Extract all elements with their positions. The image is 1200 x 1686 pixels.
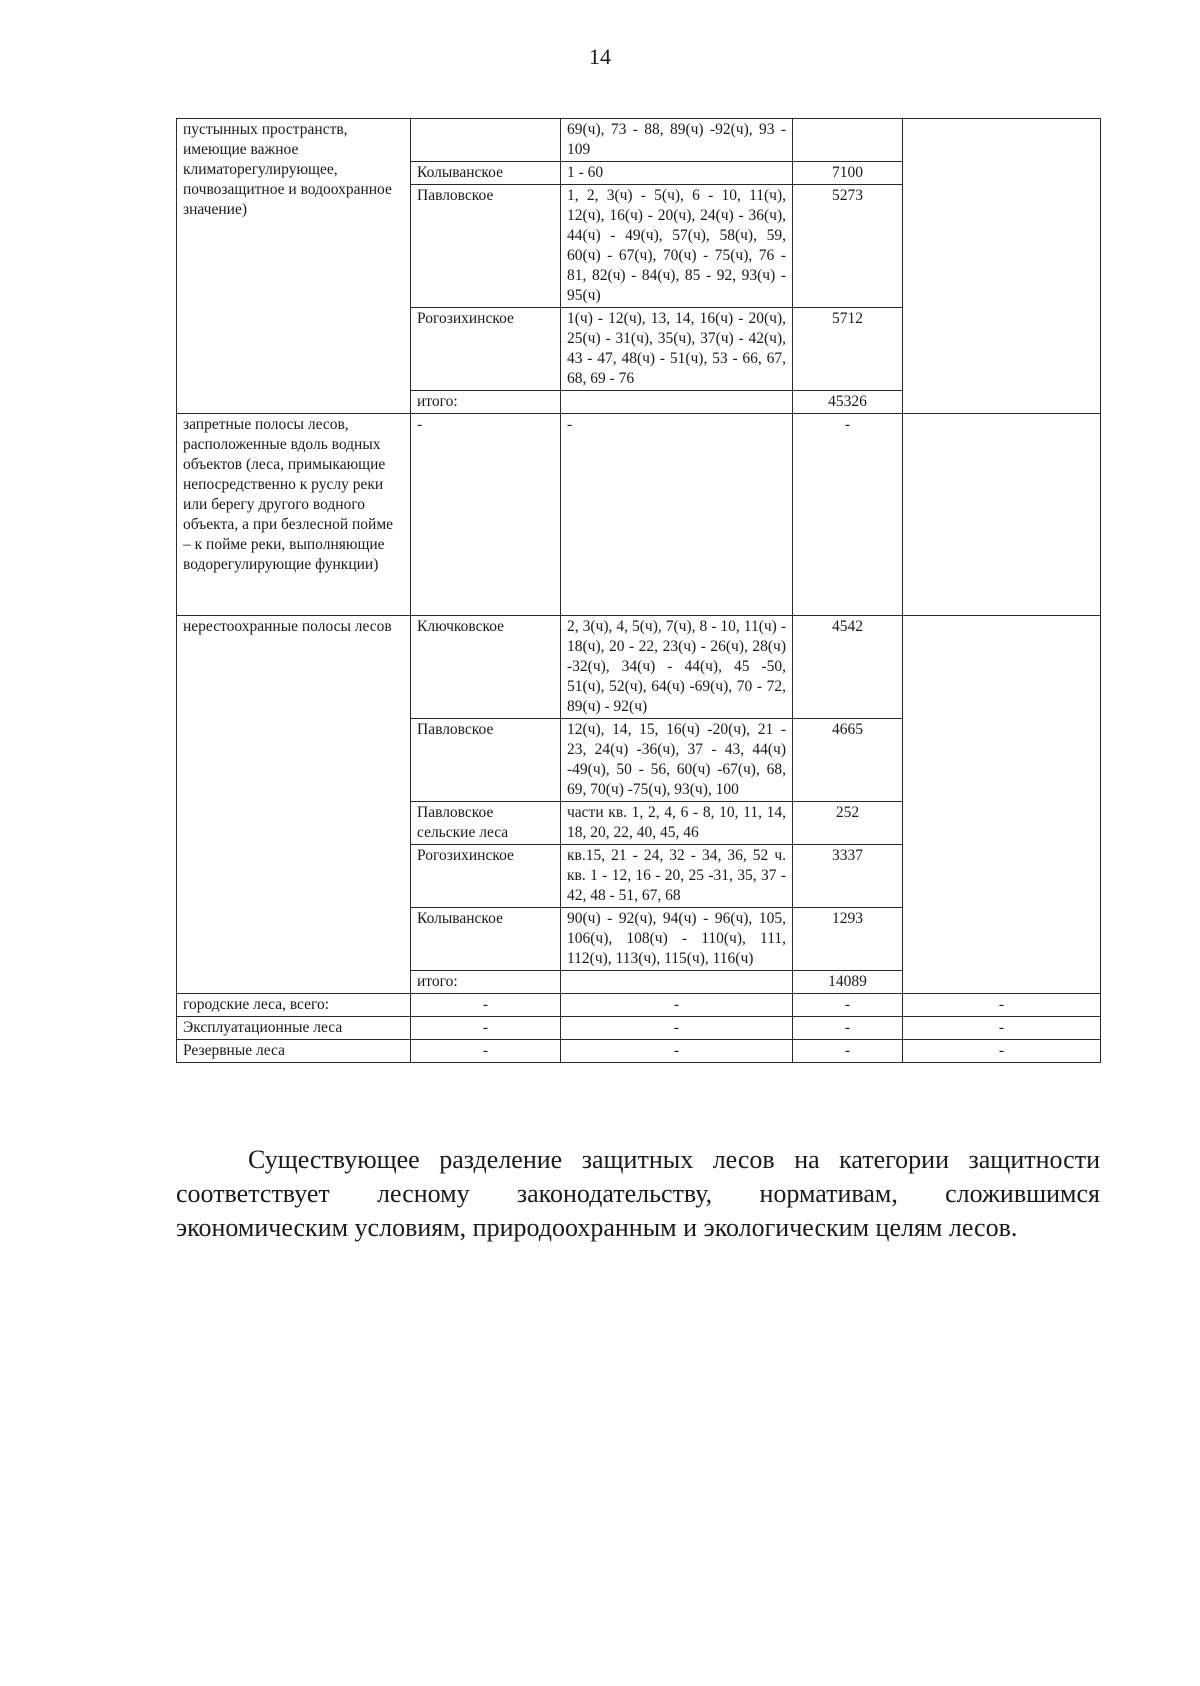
forestry-cell: -: [411, 1017, 561, 1040]
quarters-cell: 12(ч), 14, 15, 16(ч) -20(ч), 21 - 23, 24(ч) -36(ч), 37 - 43, 44(ч) -49(ч), 50 - 56, 60(ч) -67(ч), 68, 69, 70(ч) -75(ч), 93(ч), 100: [561, 719, 793, 802]
note-cell: [903, 414, 1101, 616]
note-cell: -: [903, 1017, 1101, 1040]
area-cell: -: [793, 994, 903, 1017]
area-cell: 3337: [793, 845, 903, 908]
area-cell: 7100: [793, 162, 903, 185]
forestry-cell: [411, 119, 561, 162]
forestry-cell: Колыванское: [411, 162, 561, 185]
quarters-cell: -: [561, 994, 793, 1017]
area-cell: 4542: [793, 616, 903, 719]
area-cell: 4665: [793, 719, 903, 802]
forestry-cell: -: [411, 1040, 561, 1063]
conclusion-paragraph: Существующее разделение защитных лесов на категории защитности соответствует лесному законодательству, нормативам, сложившимся экономическим условиям, природоохранным и экологическим целям лесов.: [176, 1145, 1100, 1242]
area-cell: 14089: [793, 971, 903, 994]
quarters-cell: -: [561, 1017, 793, 1040]
category-cell: Резервные леса: [177, 1040, 411, 1063]
quarters-cell: [561, 971, 793, 994]
area-cell: -: [793, 414, 903, 616]
quarters-cell: 1(ч) - 12(ч), 13, 14, 16(ч) - 20(ч), 25(ч) - 31(ч), 35(ч), 37(ч) - 42(ч), 43 - 47, 48(ч) - 51(ч), 53 - 66, 67, 68, 69 - 76: [561, 308, 793, 391]
protective-forests-table: [176, 118, 1101, 1063]
forestry-cell: Рогозихинское: [411, 308, 561, 391]
forestry-cell: Рогозихинское: [411, 845, 561, 908]
forestry-cell: Павловское сельские леса: [411, 802, 561, 845]
quarters-cell: 1, 2, 3(ч) - 5(ч), 6 - 10, 11(ч), 12(ч), 16(ч) - 20(ч), 24(ч) - 36(ч), 44(ч) - 49(ч), 57(ч), 58(ч), 59, 60(ч) - 67(ч), 70(ч) - 75(ч), 76 - 81, 82(ч) - 84(ч), 85 - 92, 93(ч) - 95(ч): [561, 185, 793, 308]
area-cell: 252: [793, 802, 903, 845]
quarters-cell: кв.15, 21 - 24, 32 - 34, 36, 52 ч. кв. 1 - 12, 16 - 20, 25 -31, 35, 37 - 42, 48 - 51, 67, 68: [561, 845, 793, 908]
area-cell: 45326: [793, 391, 903, 414]
category-cell: городские леса, всего:: [177, 994, 411, 1017]
forestry-cell: Колыванское: [411, 908, 561, 971]
note-cell: [903, 616, 1101, 994]
category-cell: Эксплуатационные леса: [177, 1017, 411, 1040]
forestry-cell: итого:: [411, 391, 561, 414]
note-cell: -: [903, 1040, 1101, 1063]
table-row: [177, 414, 1101, 616]
table-row: [177, 1040, 1101, 1063]
table-row: [177, 616, 1101, 719]
quarters-cell: 2, 3(ч), 4, 5(ч), 7(ч), 8 - 10, 11(ч) - 18(ч), 20 - 22, 23(ч) - 26(ч), 28(ч) -32(ч), 34(ч) - 44(ч), 45 -50, 51(ч), 52(ч), 64(ч) -69(ч), 70 - 72, 89(ч) - 92(ч): [561, 616, 793, 719]
table-row: [177, 994, 1101, 1017]
table-row: [177, 1017, 1101, 1040]
table-row: [177, 119, 1101, 162]
page-number: 14: [589, 44, 611, 69]
area-cell: [793, 119, 903, 162]
forestry-cell: Ключковское: [411, 616, 561, 719]
quarters-cell: 69(ч), 73 - 88, 89(ч) -92(ч), 93 - 109: [561, 119, 793, 162]
forestry-cell: -: [411, 994, 561, 1017]
area-cell: 1293: [793, 908, 903, 971]
category-cell: пустынных пространств, имеющие важное климаторегулирующее, почвозащитное и водоохранное значение): [177, 119, 411, 414]
category-cell: запретные полосы лесов, расположенные вдоль водных объектов (леса, примыкающие непосредственно к руслу реки или берегу другого водного объекта, а при безлесной пойме – к пойме реки, выполняющие водорегулирующие функции): [177, 414, 411, 616]
quarters-cell: -: [561, 1040, 793, 1063]
quarters-cell: 1 - 60: [561, 162, 793, 185]
area-cell: 5712: [793, 308, 903, 391]
forestry-cell: -: [411, 414, 561, 616]
quarters-cell: -: [561, 414, 793, 616]
area-cell: -: [793, 1017, 903, 1040]
area-cell: -: [793, 1040, 903, 1063]
forestry-cell: Павловское: [411, 719, 561, 802]
forestry-cell: Павловское: [411, 185, 561, 308]
quarters-cell: [561, 391, 793, 414]
quarters-cell: части кв. 1, 2, 4, 6 - 8, 10, 11, 14, 18, 20, 22, 40, 45, 46: [561, 802, 793, 845]
note-cell: [903, 119, 1101, 414]
forestry-cell: итого:: [411, 971, 561, 994]
area-cell: 5273: [793, 185, 903, 308]
category-cell: нерестоохранные полосы лесов: [177, 616, 411, 994]
quarters-cell: 90(ч) - 92(ч), 94(ч) - 96(ч), 105, 106(ч), 108(ч) - 110(ч), 111, 112(ч), 113(ч), 115(ч), 116(ч): [561, 908, 793, 971]
note-cell: -: [903, 994, 1101, 1017]
